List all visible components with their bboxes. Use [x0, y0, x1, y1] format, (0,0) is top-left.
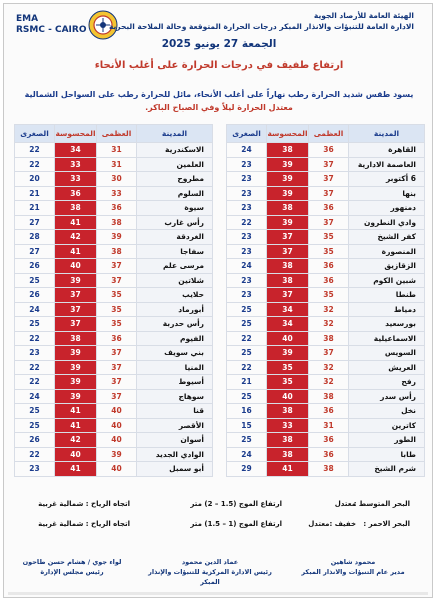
table-row — [15, 404, 213, 419]
signature-title: مدير عام التنبؤات والانذار المبكر — [301, 568, 405, 576]
min-cell: 22 — [15, 331, 55, 346]
min-cell: 26 — [15, 259, 55, 274]
table-row — [15, 288, 213, 303]
med-wave: ارتفاع الموج (1.5 – 2) متر — [190, 500, 282, 508]
city-cell: أبورماد — [137, 302, 213, 317]
bulletin-headline: ارتفاع طفيف في درجات الحرارة على أغلب الأنحاء — [94, 60, 344, 71]
city-cell: دمنهور — [349, 201, 425, 216]
felt-cell: 38 — [267, 404, 309, 419]
signature-name: محمود شاهين — [330, 558, 376, 566]
city-cell: أسوان — [137, 433, 213, 448]
table-row — [227, 230, 425, 245]
table-row — [15, 447, 213, 462]
max-cell: 38 — [97, 244, 137, 259]
city-cell: الطور — [349, 433, 425, 448]
min-cell: 21 — [15, 186, 55, 201]
min-cell: 22 — [15, 447, 55, 462]
max-cell: 36 — [309, 447, 349, 462]
min-cell: 25 — [15, 404, 55, 419]
min-cell: 25 — [227, 389, 267, 404]
max-cell: 32 — [309, 302, 349, 317]
table-row — [227, 375, 425, 390]
red-label: البحر الاحمر : — [363, 520, 410, 528]
min-cell: 16 — [227, 404, 267, 419]
table-row — [15, 346, 213, 361]
city-cell: شبين الكوم — [349, 273, 425, 288]
table-row — [15, 215, 213, 230]
city-cell: سفاجا — [137, 244, 213, 259]
max-cell: 37 — [97, 375, 137, 390]
table-row — [15, 433, 213, 448]
table-row — [227, 317, 425, 332]
max-cell: 37 — [97, 360, 137, 375]
max-cell: 39 — [97, 447, 137, 462]
city-cell: العاصمة الادارية — [349, 157, 425, 172]
felt-cell: 39 — [267, 186, 309, 201]
min-cell: 21 — [227, 375, 267, 390]
felt-cell: 39 — [267, 346, 309, 361]
table-row — [227, 143, 425, 158]
city-cell: العريش — [349, 360, 425, 375]
table-row — [15, 375, 213, 390]
felt-cell: 41 — [267, 462, 309, 477]
felt-cell: 41 — [55, 244, 97, 259]
table-row — [227, 259, 425, 274]
min-cell: 27 — [15, 215, 55, 230]
city-cell: قنا — [137, 404, 213, 419]
header-min: الصغرى — [15, 125, 55, 143]
felt-cell: 39 — [55, 346, 97, 361]
table-row — [227, 418, 425, 433]
description-line-2: معتدل الحرارة ليلاً وفي الصباح الباكر. — [145, 103, 293, 112]
min-cell: 23 — [15, 462, 55, 477]
footer-bar — [8, 592, 428, 595]
city-cell: الفيوم — [137, 331, 213, 346]
felt-cell: 36 — [55, 186, 97, 201]
table-row — [227, 346, 425, 361]
signature-1 — [288, 557, 418, 577]
max-cell: 37 — [97, 259, 137, 274]
city-cell: أبو سمبل — [137, 462, 213, 477]
min-cell: 26 — [15, 288, 55, 303]
max-cell: 37 — [97, 346, 137, 361]
table-row — [227, 462, 425, 477]
rsmc-text: RSMC - CAIRO — [16, 25, 87, 35]
max-cell: 35 — [309, 288, 349, 303]
min-cell: 21 — [15, 201, 55, 216]
header-min: الصغرى — [227, 125, 267, 143]
city-cell: الوادي الجديد — [137, 447, 213, 462]
bulletin-date: الجمعة 27 يونيو 2025 — [161, 38, 277, 50]
max-cell: 38 — [309, 331, 349, 346]
table-row — [15, 143, 213, 158]
felt-cell: 40 — [267, 331, 309, 346]
table-row — [227, 157, 425, 172]
city-cell: كاترين — [349, 418, 425, 433]
table-row — [15, 172, 213, 187]
min-cell: 24 — [227, 259, 267, 274]
city-cell: مطروح — [137, 172, 213, 187]
table-row — [227, 288, 425, 303]
city-cell: العلمين — [137, 157, 213, 172]
felt-cell: 37 — [55, 317, 97, 332]
city-cell: وادي النطرون — [349, 215, 425, 230]
med-wind: اتجاه الرياح : شمالية غربية — [38, 500, 130, 508]
max-cell: 31 — [97, 143, 137, 158]
weather-description — [20, 88, 418, 114]
city-cell: كفر الشيخ — [349, 230, 425, 245]
felt-cell: 38 — [55, 331, 97, 346]
signature-title: رئيس الادارة المركزية للتنبؤات والإنذار المبكر — [148, 568, 272, 586]
table-row — [227, 302, 425, 317]
header-city: المدينة — [137, 125, 213, 143]
felt-cell: 39 — [267, 157, 309, 172]
table-row — [15, 418, 213, 433]
city-cell: السويس — [349, 346, 425, 361]
felt-cell: 38 — [267, 273, 309, 288]
felt-cell: 40 — [55, 447, 97, 462]
max-cell: 37 — [309, 346, 349, 361]
header-max: العظمى — [309, 125, 349, 143]
max-cell: 31 — [97, 157, 137, 172]
max-cell: 35 — [97, 288, 137, 303]
table-row — [227, 273, 425, 288]
max-cell: 38 — [309, 462, 349, 477]
header-felt: المحسوسة — [55, 125, 97, 143]
signature-name: لواء جوي / هشام حسن طاحون — [22, 558, 122, 566]
felt-cell: 41 — [55, 418, 97, 433]
ema-label — [16, 14, 86, 36]
city-cell: بني سويف — [137, 346, 213, 361]
city-cell: سيوة — [137, 201, 213, 216]
felt-cell: 34 — [267, 302, 309, 317]
min-cell: 15 — [227, 418, 267, 433]
city-cell: سوهاج — [137, 389, 213, 404]
felt-cell: 37 — [267, 244, 309, 259]
city-cell: مرسى علم — [137, 259, 213, 274]
table-row — [227, 215, 425, 230]
table-row — [15, 302, 213, 317]
max-cell: 37 — [309, 215, 349, 230]
max-cell: 38 — [97, 215, 137, 230]
table-row — [15, 201, 213, 216]
min-cell: 23 — [227, 201, 267, 216]
min-cell: 23 — [227, 230, 267, 245]
city-cell: شلاتين — [137, 273, 213, 288]
min-cell: 26 — [15, 433, 55, 448]
felt-cell: 39 — [55, 273, 97, 288]
felt-cell: 38 — [267, 143, 309, 158]
city-cell: المنيا — [137, 360, 213, 375]
felt-cell: 35 — [267, 360, 309, 375]
table-row — [227, 244, 425, 259]
city-cell: الاسكندرية — [137, 143, 213, 158]
table-row — [227, 404, 425, 419]
table-row — [227, 172, 425, 187]
max-cell: 40 — [97, 404, 137, 419]
max-cell: 36 — [309, 143, 349, 158]
city-cell: شرم الشيخ — [349, 462, 425, 477]
max-cell: 36 — [309, 273, 349, 288]
min-cell: 25 — [227, 433, 267, 448]
table-header-row — [15, 125, 213, 143]
felt-cell: 38 — [267, 201, 309, 216]
max-cell: 35 — [309, 230, 349, 245]
min-cell: 22 — [227, 215, 267, 230]
min-cell: 24 — [15, 389, 55, 404]
felt-cell: 42 — [55, 230, 97, 245]
max-cell: 36 — [97, 331, 137, 346]
city-cell: بنها — [349, 186, 425, 201]
max-cell: 37 — [309, 157, 349, 172]
min-cell: 23 — [227, 172, 267, 187]
min-cell: 23 — [227, 244, 267, 259]
felt-cell: 40 — [267, 389, 309, 404]
min-cell: 28 — [15, 230, 55, 245]
city-cell: رأس سدر — [349, 389, 425, 404]
felt-cell: 38 — [267, 259, 309, 274]
table-row — [227, 186, 425, 201]
table-row — [227, 201, 425, 216]
felt-cell: 41 — [55, 404, 97, 419]
table-row — [15, 317, 213, 332]
table-row — [15, 389, 213, 404]
temperature-table-right — [226, 124, 425, 477]
max-cell: 38 — [309, 389, 349, 404]
min-cell: 24 — [227, 143, 267, 158]
max-cell: 37 — [97, 273, 137, 288]
city-cell: حلايب — [137, 288, 213, 303]
max-cell: 36 — [309, 259, 349, 274]
table-row — [15, 331, 213, 346]
max-cell: 40 — [97, 433, 137, 448]
felt-cell: 33 — [267, 418, 309, 433]
min-cell: 23 — [227, 157, 267, 172]
min-cell: 23 — [227, 273, 267, 288]
max-cell: 31 — [309, 418, 349, 433]
org-department: الادارة العامة للتنبؤات والانذار المبكر درجات الحرارة المتوقعة وحالة الملاحة البحرية — [108, 22, 414, 31]
max-cell: 37 — [309, 172, 349, 187]
min-cell: 25 — [15, 273, 55, 288]
max-cell: 40 — [97, 462, 137, 477]
table-row — [15, 273, 213, 288]
city-cell: أسيوط — [137, 375, 213, 390]
temperature-table-left — [14, 124, 213, 477]
description-line-1: يسود طقس شديد الحرارة رطب نهاراً على أغلب الأنحاء، مائل للحرارة رطب على السواحل الشمالية — [24, 90, 414, 99]
felt-cell: 33 — [55, 157, 97, 172]
felt-cell: 39 — [267, 215, 309, 230]
marine-conditions — [12, 498, 422, 540]
felt-cell: 38 — [267, 447, 309, 462]
min-cell: 25 — [227, 346, 267, 361]
header-felt: المحسوسة — [267, 125, 309, 143]
min-cell: 22 — [227, 331, 267, 346]
max-cell: 37 — [97, 389, 137, 404]
red-state: خفيف :معتدل — [308, 520, 356, 528]
felt-cell: 37 — [267, 288, 309, 303]
min-cell: 25 — [227, 317, 267, 332]
max-cell: 36 — [309, 404, 349, 419]
felt-cell: 42 — [55, 433, 97, 448]
city-cell: رأس حدربة — [137, 317, 213, 332]
table-row — [15, 462, 213, 477]
felt-cell: 39 — [267, 172, 309, 187]
min-cell: 20 — [15, 172, 55, 187]
min-cell: 22 — [15, 360, 55, 375]
min-cell: 27 — [15, 244, 55, 259]
max-cell: 32 — [309, 375, 349, 390]
felt-cell: 34 — [267, 317, 309, 332]
city-cell: دمياط — [349, 302, 425, 317]
felt-cell: 39 — [55, 389, 97, 404]
min-cell: 25 — [15, 418, 55, 433]
city-cell: الاسماعيلية — [349, 331, 425, 346]
table-row — [227, 433, 425, 448]
signature-title: رئيس مجلس الإدارة — [40, 568, 104, 576]
signatures — [12, 557, 422, 587]
city-cell: طابا — [349, 447, 425, 462]
max-cell: 35 — [309, 244, 349, 259]
felt-cell: 38 — [55, 201, 97, 216]
table-row — [227, 360, 425, 375]
min-cell: 22 — [227, 360, 267, 375]
header-city: المدينة — [349, 125, 425, 143]
city-cell: رأس غارب — [137, 215, 213, 230]
city-cell: الأقصر — [137, 418, 213, 433]
felt-cell: 33 — [55, 172, 97, 187]
max-cell: 39 — [97, 230, 137, 245]
table-row — [227, 331, 425, 346]
max-cell: 36 — [97, 201, 137, 216]
org-name: الهيئة العامة للأرصاد الجوية — [313, 11, 414, 20]
min-cell: 24 — [227, 447, 267, 462]
min-cell: 22 — [15, 157, 55, 172]
red-wave: ارتفاع الموج (1 – 1.5) متر — [190, 520, 282, 528]
max-cell: 32 — [309, 360, 349, 375]
signature-name: عماد الدين محمود — [181, 558, 239, 566]
max-cell: 33 — [97, 186, 137, 201]
table-row — [227, 389, 425, 404]
table-row — [15, 157, 213, 172]
max-cell: 36 — [309, 433, 349, 448]
table-row — [15, 259, 213, 274]
min-cell: 25 — [227, 302, 267, 317]
table-row — [15, 360, 213, 375]
signature-3 — [12, 557, 132, 577]
min-cell: 23 — [227, 288, 267, 303]
felt-cell: 37 — [267, 230, 309, 245]
felt-cell: 38 — [267, 433, 309, 448]
min-cell: 25 — [15, 317, 55, 332]
max-cell: 40 — [97, 418, 137, 433]
table-row — [15, 186, 213, 201]
min-cell: 24 — [15, 302, 55, 317]
felt-cell: 41 — [55, 462, 97, 477]
table-row — [15, 244, 213, 259]
city-cell: بورسعيد — [349, 317, 425, 332]
red-wind: اتجاه الرياح : شمالية غربية — [38, 520, 130, 528]
felt-cell: 35 — [267, 375, 309, 390]
city-cell: المنصورة — [349, 244, 425, 259]
city-cell: طنطا — [349, 288, 425, 303]
max-cell: 30 — [97, 172, 137, 187]
max-cell: 35 — [97, 302, 137, 317]
felt-cell: 39 — [55, 360, 97, 375]
min-cell: 29 — [227, 462, 267, 477]
med-state: معتدل — [334, 500, 356, 508]
felt-cell: 40 — [55, 259, 97, 274]
ema-text: EMA — [16, 14, 39, 24]
felt-cell: 37 — [55, 288, 97, 303]
med-label: البحر المتوسط : — [353, 500, 410, 508]
city-cell: القاهرة — [349, 143, 425, 158]
header-max: العظمى — [97, 125, 137, 143]
table-header-row — [227, 125, 425, 143]
table-row — [227, 447, 425, 462]
max-cell: 35 — [97, 317, 137, 332]
signature-2 — [140, 557, 280, 587]
min-cell: 22 — [15, 143, 55, 158]
city-cell: 6 أكتوبر — [349, 172, 425, 187]
min-cell: 23 — [15, 346, 55, 361]
city-cell: نخل — [349, 404, 425, 419]
felt-cell: 37 — [55, 302, 97, 317]
city-cell: الغردقة — [137, 230, 213, 245]
city-cell: رفح — [349, 375, 425, 390]
min-cell: 23 — [227, 186, 267, 201]
table-row — [15, 230, 213, 245]
max-cell: 37 — [309, 186, 349, 201]
felt-cell: 39 — [55, 375, 97, 390]
city-cell: الزقازيق — [349, 259, 425, 274]
city-cell: السلوم — [137, 186, 213, 201]
max-cell: 36 — [309, 201, 349, 216]
min-cell: 22 — [15, 375, 55, 390]
max-cell: 32 — [309, 317, 349, 332]
felt-cell: 34 — [55, 143, 97, 158]
felt-cell: 41 — [55, 215, 97, 230]
